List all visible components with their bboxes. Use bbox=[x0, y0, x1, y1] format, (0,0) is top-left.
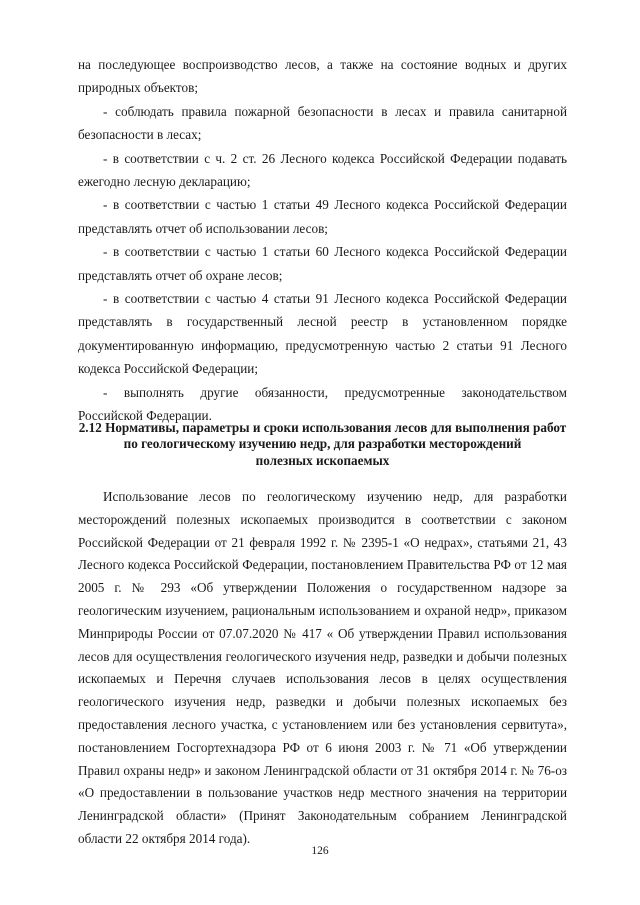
list-item: - в соответствии с ч. 2 ст. 26 Лесного кодекса Российской Федерации подавать ежегодно лесную декларацию; bbox=[78, 150, 567, 190]
section-heading-line: полезных ископаемых bbox=[255, 452, 390, 468]
section-heading bbox=[78, 420, 567, 469]
section-heading-line: по геологическому изучению недр, для разработки месторождений bbox=[123, 436, 522, 452]
list-item: - в соответствии с частью 4 статьи 91 Лесного кодекса Российской Федерации представлять в государственный лесной реестр в установленном порядке документированную информацию, предусмотренную частью 2 статьи 91 Лесного кодекса Российской Федерации; bbox=[78, 291, 567, 377]
list-item: - в соответствии с частью 1 статьи 60 Лесного кодекса Российской Федерации представлять отчет об охране лесов; bbox=[78, 244, 567, 283]
section-paragraph: Использование лесов по геологическому изучению недр, для разработки месторождений полезных ископаемых производится в соответствии с законом Российской Федерации от 21 февраля 1992 г. № 2395-1 «О недрах», статьями 21, 43 Лесного кодекса Российской Федерации, постановлением Правительства РФ от 12 мая 2005 г. № 293 «Об утверждении Положения о государственном надзоре за геологическим изучением, рациональным использованием и охраной недр», приказом Минприроды России от 07.07.2020 № 417 « Об утверждении Правил использования лесов для осуществления геологического изучения недр, разведки и добычи полезных ископаемых и Перечня случаев использования лесов в целях осуществления геологического изучения недр, разведки и добычи полезных ископаемых без предоставления лесного участка, с установлением или без установления сервитута», постановлением Госгортехнадзора РФ от 6 июня 2003 г. № 71 «Об утверждении Правил охраны недр» и законом Ленинградской области от 31 октября 2014 г. № 76-оз «О предоставлении в пользование участков недр местного значения на территории Ленинградской области» (Принят Законодательным собранием Ленинградской области 22 октября 2014 года). bbox=[78, 489, 567, 846]
list-item: на последующее воспроизводство лесов, а также на состояние водных и других природных объектов; bbox=[78, 57, 567, 96]
section-heading-line: 2.12 Нормативы, параметры и сроки использования лесов для выполнения работ bbox=[78, 420, 567, 435]
list-item: - выполнять другие обязанности, предусмотренные законодательством Российской Федерации. bbox=[78, 384, 567, 424]
list-item: - соблюдать правила пожарной безопасности в лесах и правила санитарной безопасности в лесах; bbox=[78, 103, 567, 143]
page-number: 126 bbox=[311, 845, 329, 857]
obligations-list bbox=[78, 53, 567, 428]
list-item: - в соответствии с частью 1 статьи 49 Лесного кодекса Российской Федерации представлять отчет об использовании лесов; bbox=[78, 197, 567, 236]
